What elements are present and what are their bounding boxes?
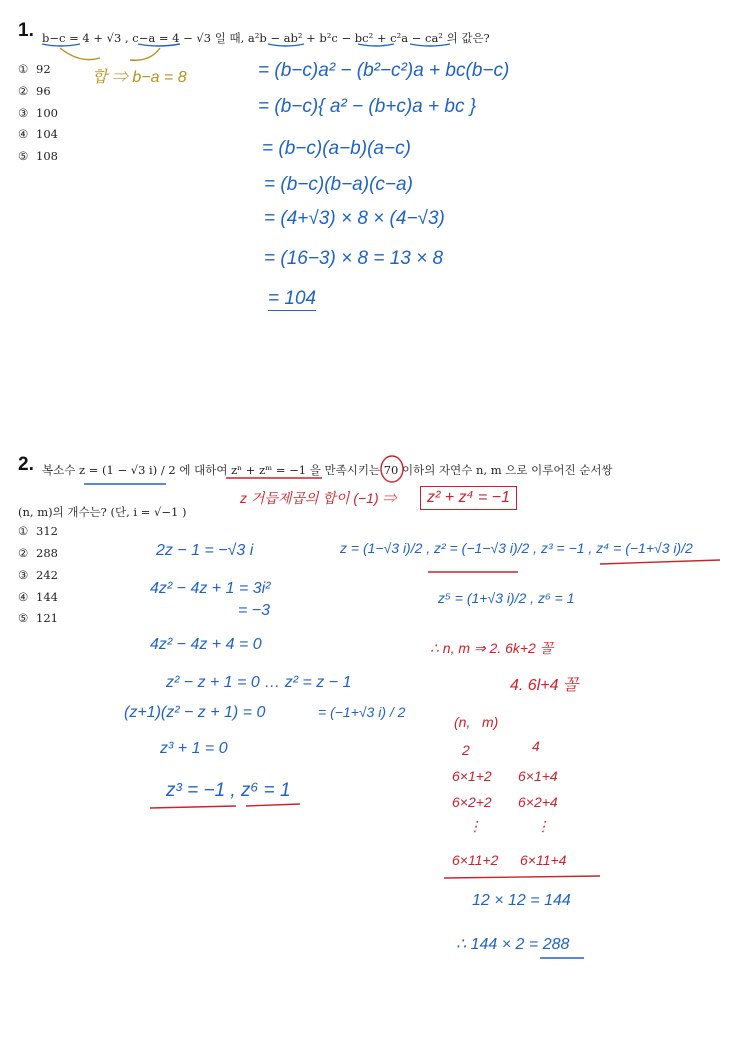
q1-work-line-5: = (4+√3) × 8 × (4−√3) bbox=[264, 208, 445, 229]
table-header-n: (n, bbox=[454, 714, 471, 730]
question-1-number: 1. bbox=[18, 20, 34, 41]
q2-red-work-1: ∴ n, m ⇒ 2. 6k+2 꼴 bbox=[430, 640, 554, 656]
gold-link-curve bbox=[60, 48, 100, 60]
choice-value: 288 bbox=[36, 546, 58, 560]
table-cell: 2 bbox=[462, 742, 470, 758]
table-cell: 6×11+2 bbox=[452, 852, 499, 868]
table-cell: 6×1+2 bbox=[452, 768, 492, 784]
question-2-number: 2. bbox=[18, 454, 34, 475]
table-cell: ⋮ bbox=[468, 818, 482, 834]
q2-left-work-6: (z+1)(z² − z + 1) = 0 bbox=[124, 704, 266, 721]
q2-left-work-2: 4z² − 4z + 1 = 3i² bbox=[150, 580, 271, 597]
choice-value: 108 bbox=[36, 149, 58, 163]
question-1-text: b−c = 4 + √3 , c−a = 4 − √3 일 때, a²b − ab² + b²c − bc² + c²a − ca² 의 값은? bbox=[42, 31, 490, 45]
q2-left-work-1: 2z − 1 = −√3 i bbox=[156, 542, 254, 559]
q1-work-line-6: = (16−3) × 8 = 13 × 8 bbox=[264, 248, 444, 269]
choice-value: 242 bbox=[36, 568, 58, 582]
q2-choice-3[interactable] bbox=[18, 568, 58, 582]
red-underline bbox=[150, 806, 236, 808]
choice-mark: ③ bbox=[18, 106, 29, 120]
q1-choice-5[interactable] bbox=[18, 149, 58, 163]
choice-value: 121 bbox=[36, 611, 58, 625]
q2-left-work-3: = −3 bbox=[238, 602, 271, 619]
choice-value: 96 bbox=[36, 84, 51, 98]
q1-choice-1[interactable] bbox=[18, 62, 51, 76]
q1-work-line-2: = (b−c){ a² − (b+c)a + bc } bbox=[258, 96, 477, 117]
choice-value: 92 bbox=[36, 62, 51, 76]
q2-right-work-2: z⁵ = (1+√3 i)/2 , z⁶ = 1 bbox=[438, 590, 575, 606]
q1-side-note: 합 ⇒ b−a = 8 bbox=[92, 69, 187, 86]
question-2-text-line-1: 복소수 z = (1 − √3 i) / 2 에 대하여 zⁿ + zᵐ = −1 을 만족시키는 70 이하의 자연수 n, m 으로 이루어진 순서쌍 bbox=[42, 463, 613, 477]
choice-mark: ② bbox=[18, 84, 29, 98]
choice-value: 100 bbox=[36, 106, 58, 120]
q2-left-work-9: z³ = −1 , z⁶ = 1 bbox=[166, 780, 291, 801]
choice-mark: ④ bbox=[18, 590, 29, 604]
q1-choice-3[interactable] bbox=[18, 106, 58, 120]
choice-mark: ⑤ bbox=[18, 149, 29, 163]
q2-red-note: z 거듭제곱의 합이 (−1) ⇒ bbox=[240, 490, 397, 506]
table-cell: ⋮ bbox=[536, 818, 550, 834]
q1-choice-2[interactable] bbox=[18, 84, 51, 98]
q2-choice-1[interactable] bbox=[18, 524, 58, 538]
table-cell: 4 bbox=[532, 738, 540, 754]
red-underline bbox=[246, 804, 300, 806]
choice-mark: ① bbox=[18, 524, 29, 538]
gold-link-curve bbox=[130, 48, 160, 60]
red-underline bbox=[444, 876, 600, 878]
q2-left-work-5: z² − z + 1 = 0 … z² = z − 1 bbox=[166, 674, 352, 691]
choice-mark: ② bbox=[18, 546, 29, 560]
table-cell: 6×1+4 bbox=[518, 768, 558, 784]
choice-value: 144 bbox=[36, 590, 58, 604]
q2-calc-1: 12 × 12 = 144 bbox=[472, 892, 571, 909]
table-cell: 6×2+4 bbox=[518, 794, 558, 810]
q1-choice-4[interactable] bbox=[18, 127, 58, 141]
choice-mark: ③ bbox=[18, 568, 29, 582]
q1-work-line-3: = (b−c)(a−b)(a−c) bbox=[262, 138, 411, 159]
choice-mark: ① bbox=[18, 62, 29, 76]
q2-left-work-7: = (−1+√3 i) / 2 bbox=[318, 704, 406, 720]
q1-answer: = 104 bbox=[268, 288, 317, 309]
choice-value: 104 bbox=[36, 127, 58, 141]
q2-choice-4[interactable] bbox=[18, 590, 58, 604]
q2-left-work-4: 4z² − 4z + 4 = 0 bbox=[150, 636, 262, 653]
q2-choice-5[interactable] bbox=[18, 611, 58, 625]
q2-red-work-2: 4. 6l+4 꼴 bbox=[510, 677, 579, 694]
q2-calc-2: ∴ 144 × 2 = 288 bbox=[456, 936, 570, 953]
table-cell: 6×11+4 bbox=[520, 852, 567, 868]
question-2-text-line-2: (n, m)의 개수는? (단, i = √−1 ) bbox=[18, 505, 187, 519]
choice-mark: ⑤ bbox=[18, 611, 29, 625]
red-underline bbox=[600, 560, 720, 564]
choice-value: 312 bbox=[36, 524, 58, 538]
q2-choice-2[interactable] bbox=[18, 546, 58, 560]
q2-left-work-8: z³ + 1 = 0 bbox=[160, 740, 228, 757]
q2-right-work-1: z = (1−√3 i)/2 , z² = (−1−√3 i)/2 , z³ = −1 , z⁴ = (−1+√3 i)/2 bbox=[340, 540, 693, 556]
table-header-m: m) bbox=[482, 714, 499, 730]
table-cell: 6×2+2 bbox=[452, 794, 492, 810]
q2-red-box: z² + z⁴ = −1 bbox=[420, 486, 517, 510]
choice-mark: ④ bbox=[18, 127, 29, 141]
q1-work-line-4: = (b−c)(b−a)(c−a) bbox=[264, 174, 413, 195]
q1-work-line-1: = (b−c)a² − (b²−c²)a + bc(b−c) bbox=[258, 60, 510, 81]
